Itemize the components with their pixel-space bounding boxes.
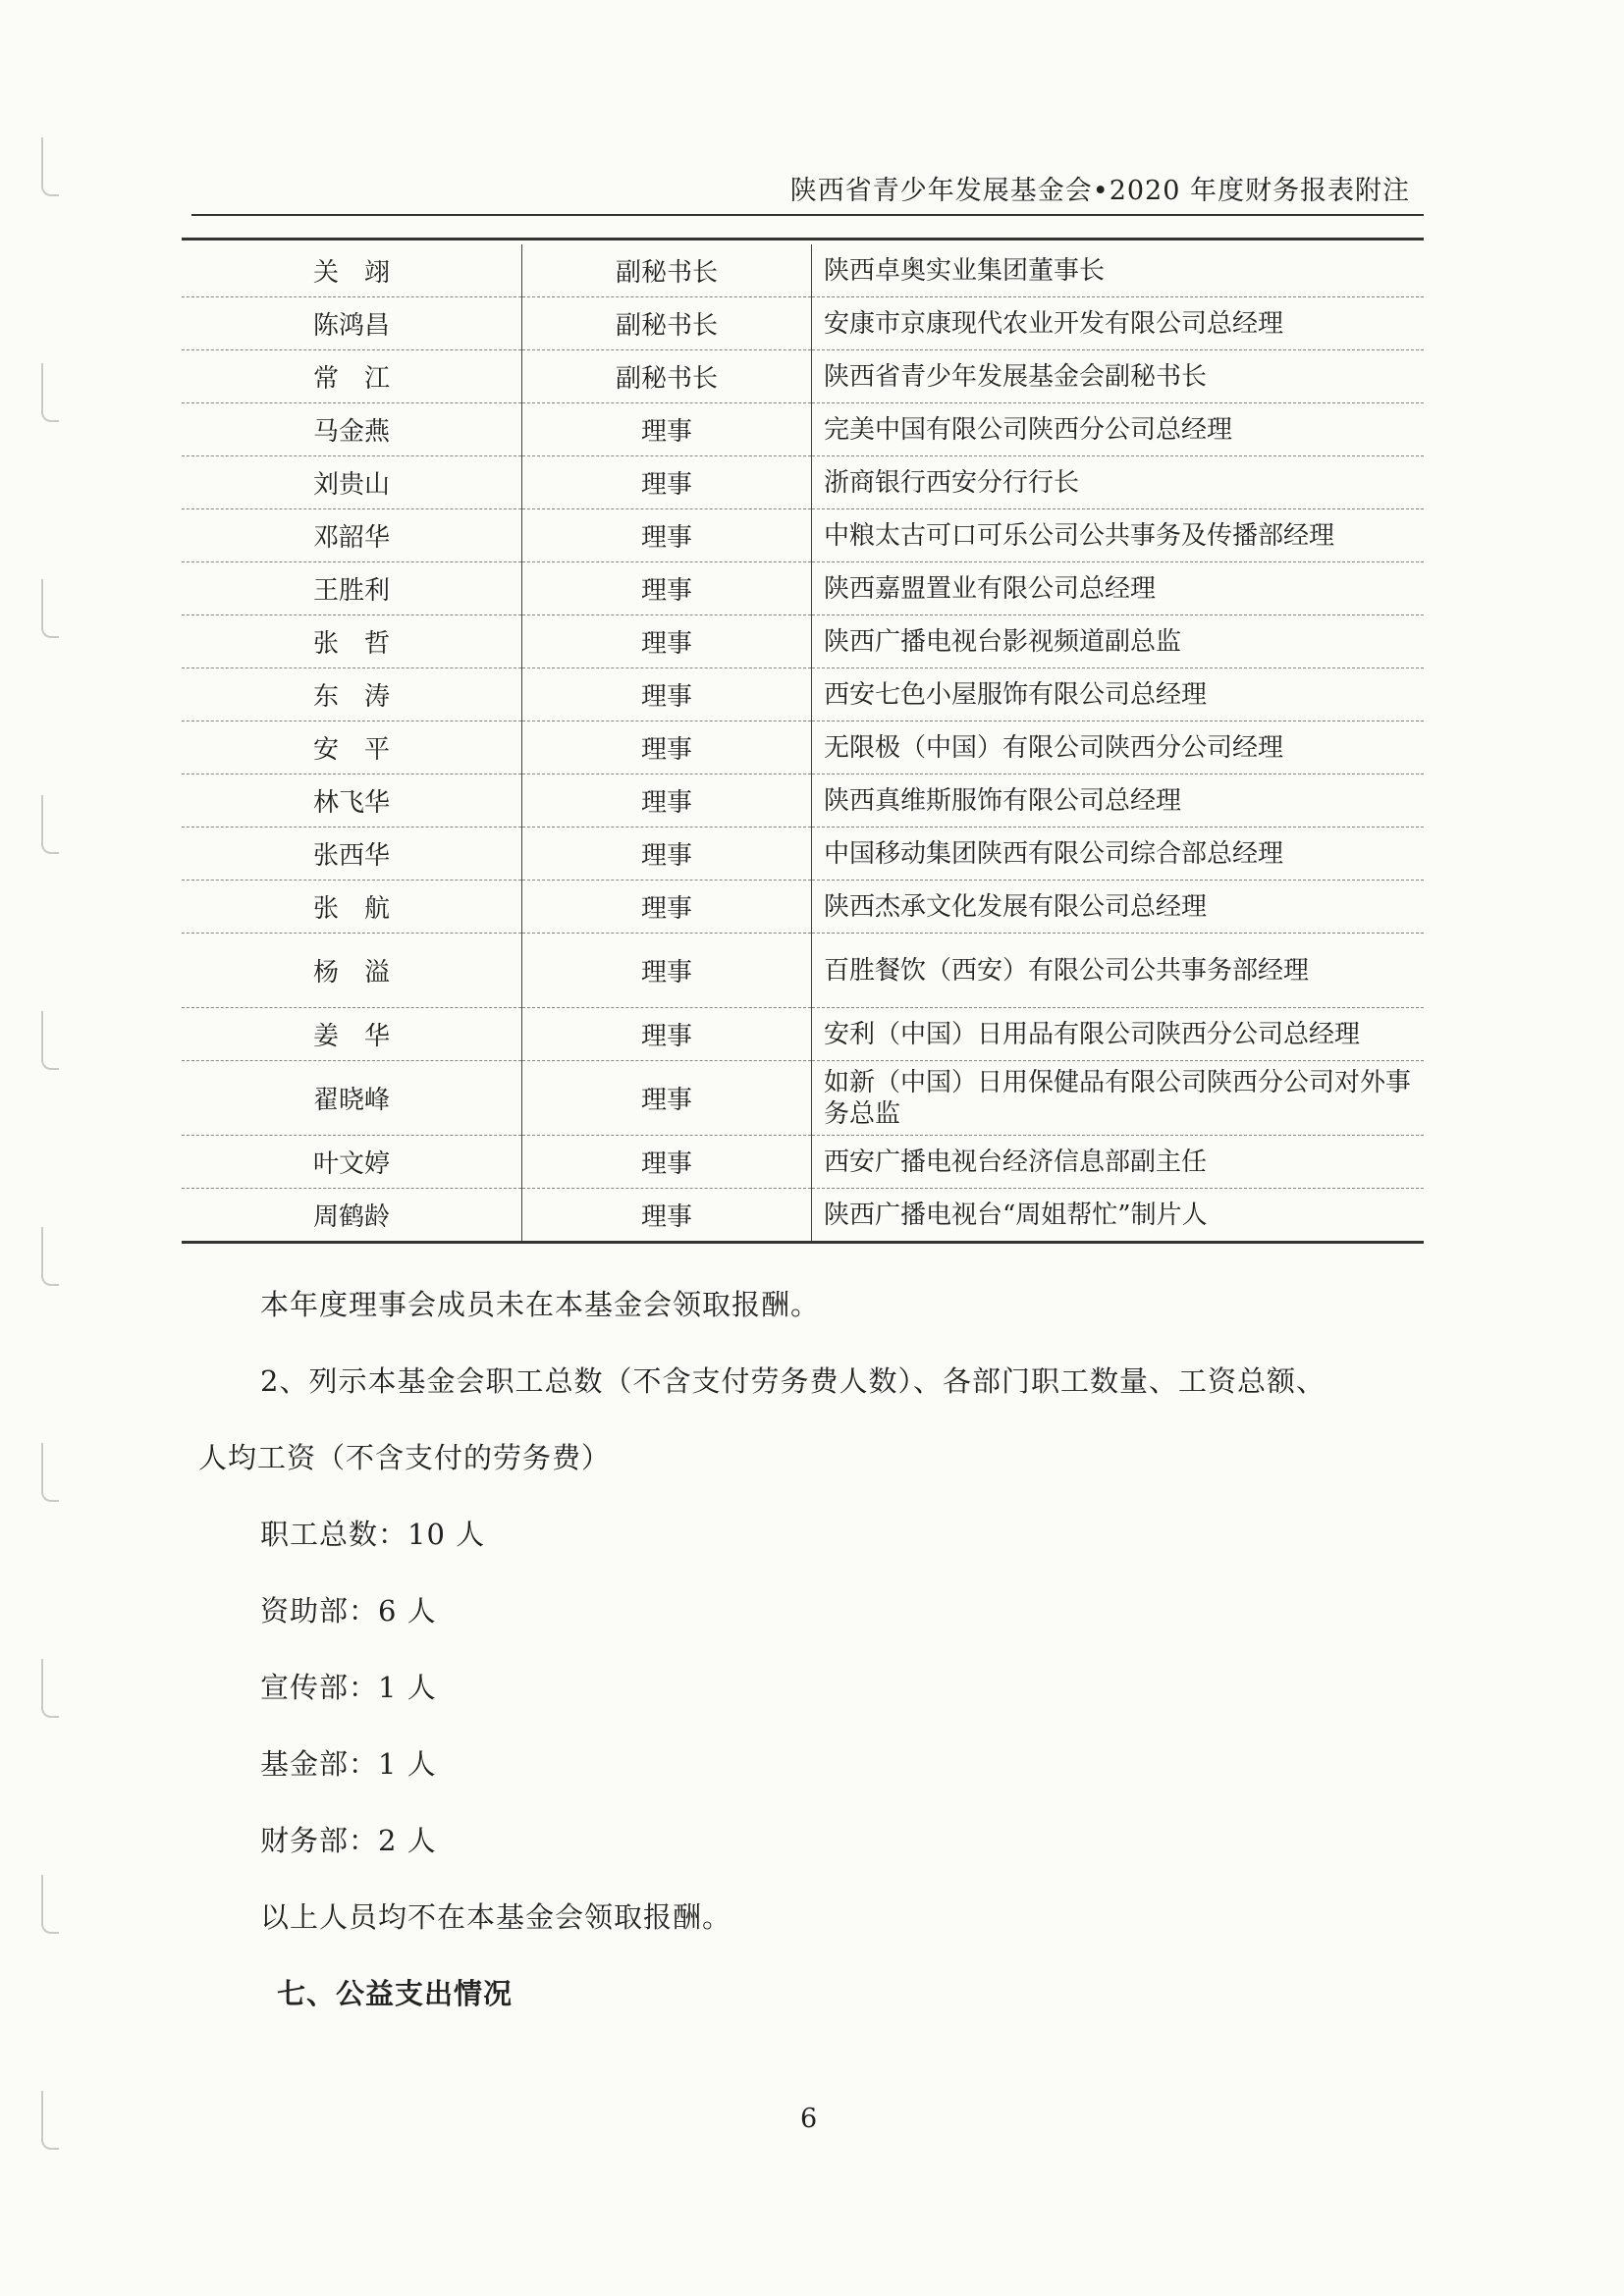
table-row bbox=[182, 615, 1424, 668]
page-header-title: 陕西省青少年发展基金会•2020 年度财务报表附注 bbox=[789, 176, 1410, 206]
table-row bbox=[182, 350, 1424, 403]
member-name: 常 江 bbox=[182, 350, 522, 403]
binder-mark bbox=[41, 1443, 59, 1502]
member-name: 邓韶华 bbox=[182, 509, 522, 562]
binder-mark bbox=[41, 795, 59, 854]
member-organization: 陕西杰承文化发展有限公司总经理 bbox=[812, 881, 1425, 934]
table-row bbox=[182, 509, 1424, 562]
member-organization: 如新（中国）日用保健品有限公司陕西分公司对外事务总监 bbox=[812, 1061, 1425, 1136]
member-organization: 陕西广播电视台“周姐帮忙”制片人 bbox=[812, 1189, 1425, 1243]
table-row bbox=[182, 934, 1424, 1008]
member-role: 理事 bbox=[522, 934, 812, 1008]
binder-mark bbox=[41, 1227, 59, 1286]
member-organization: 陕西卓奥实业集团董事长 bbox=[812, 244, 1425, 297]
member-organization: 无限极（中国）有限公司陕西分公司经理 bbox=[812, 721, 1425, 774]
page-number: 6 bbox=[800, 2104, 818, 2134]
member-organization: 陕西嘉盟置业有限公司总经理 bbox=[812, 562, 1425, 615]
binder-mark bbox=[41, 2091, 59, 2150]
member-name: 翟晓峰 bbox=[182, 1061, 522, 1136]
member-name: 刘贵山 bbox=[182, 456, 522, 509]
table-row bbox=[182, 774, 1424, 828]
member-name: 林飞华 bbox=[182, 774, 522, 828]
dept-finance-count: 财务部：2 人 bbox=[260, 1824, 437, 1857]
binder-mark bbox=[41, 363, 59, 422]
member-name: 姜 华 bbox=[182, 1008, 522, 1061]
table-row bbox=[182, 668, 1424, 721]
member-organization: 西安广播电视台经济信息部副主任 bbox=[812, 1136, 1425, 1189]
table-row bbox=[182, 1189, 1424, 1243]
member-role: 理事 bbox=[522, 562, 812, 615]
dept-fund-count: 基金部：1 人 bbox=[260, 1747, 437, 1781]
member-name: 张 航 bbox=[182, 881, 522, 934]
binder-mark bbox=[41, 1659, 59, 1718]
member-name: 张 哲 bbox=[182, 615, 522, 668]
member-organization: 安利（中国）日用品有限公司陕西分公司总经理 bbox=[812, 1008, 1425, 1061]
member-name: 马金燕 bbox=[182, 403, 522, 456]
member-role: 副秘书长 bbox=[522, 244, 812, 297]
table-row bbox=[182, 1136, 1424, 1189]
board-no-pay-statement: 本年度理事会成员未在本基金会领取报酬。 bbox=[260, 1288, 821, 1321]
item-2-line-2: 人均工资（不含支付的劳务费） bbox=[198, 1441, 612, 1474]
table-row bbox=[182, 244, 1424, 297]
table-row bbox=[182, 297, 1424, 350]
member-name: 安 平 bbox=[182, 721, 522, 774]
dept-publicity-count: 宣传部：1 人 bbox=[260, 1671, 437, 1704]
member-organization: 陕西广播电视台影视频道副总监 bbox=[812, 615, 1425, 668]
table-row bbox=[182, 1061, 1424, 1136]
member-organization: 中国移动集团陕西有限公司综合部总经理 bbox=[812, 828, 1425, 881]
member-name: 关 翊 bbox=[182, 244, 522, 297]
board-members-table bbox=[182, 244, 1424, 1244]
member-role: 理事 bbox=[522, 774, 812, 828]
member-role: 理事 bbox=[522, 1136, 812, 1189]
member-organization: 完美中国有限公司陕西分公司总经理 bbox=[812, 403, 1425, 456]
member-role: 理事 bbox=[522, 1189, 812, 1243]
member-organization: 西安七色小屋服饰有限公司总经理 bbox=[812, 668, 1425, 721]
section-7-heading: 七、公益支出情况 bbox=[277, 1977, 514, 2010]
member-name: 陈鸿昌 bbox=[182, 297, 522, 350]
member-name: 叶文婷 bbox=[182, 1136, 522, 1189]
member-organization: 百胜餐饮（西安）有限公司公共事务部经理 bbox=[812, 934, 1425, 1008]
table-row bbox=[182, 403, 1424, 456]
table-row bbox=[182, 456, 1424, 509]
table-top-rule bbox=[182, 238, 1424, 240]
table-row bbox=[182, 721, 1424, 774]
member-role: 理事 bbox=[522, 456, 812, 509]
staff-no-pay-statement: 以上人员均不在本基金会领取报酬。 bbox=[260, 1900, 732, 1934]
table-row bbox=[182, 828, 1424, 881]
header-rule bbox=[191, 214, 1424, 216]
member-organization: 陕西真维斯服饰有限公司总经理 bbox=[812, 774, 1425, 828]
binder-mark bbox=[41, 579, 59, 638]
member-organization: 陕西省青少年发展基金会副秘书长 bbox=[812, 350, 1425, 403]
table-row bbox=[182, 562, 1424, 615]
member-role: 副秘书长 bbox=[522, 350, 812, 403]
member-role: 理事 bbox=[522, 828, 812, 881]
table-row bbox=[182, 881, 1424, 934]
member-name: 张西华 bbox=[182, 828, 522, 881]
member-role: 副秘书长 bbox=[522, 297, 812, 350]
member-role: 理事 bbox=[522, 881, 812, 934]
binder-mark bbox=[41, 137, 59, 196]
table-row bbox=[182, 1008, 1424, 1061]
member-role: 理事 bbox=[522, 615, 812, 668]
member-role: 理事 bbox=[522, 721, 812, 774]
binder-mark bbox=[41, 1875, 59, 1934]
member-organization: 中粮太古可口可乐公司公共事务及传播部经理 bbox=[812, 509, 1425, 562]
member-role: 理事 bbox=[522, 403, 812, 456]
item-2-line-1: 2、列示本基金会职工总数（不含支付劳务费人数）、各部门职工数量、工资总额、 bbox=[260, 1364, 1326, 1398]
member-role: 理事 bbox=[522, 1061, 812, 1136]
member-role: 理事 bbox=[522, 668, 812, 721]
member-name: 东 涛 bbox=[182, 668, 522, 721]
member-role: 理事 bbox=[522, 1008, 812, 1061]
dept-funding-count: 资助部：6 人 bbox=[260, 1594, 437, 1628]
member-name: 周鹤龄 bbox=[182, 1189, 522, 1243]
member-name: 杨 溢 bbox=[182, 934, 522, 1008]
member-organization: 安康市京康现代农业开发有限公司总经理 bbox=[812, 297, 1425, 350]
member-name: 王胜利 bbox=[182, 562, 522, 615]
total-staff: 职工总数：10 人 bbox=[260, 1518, 486, 1551]
member-role: 理事 bbox=[522, 509, 812, 562]
binder-mark bbox=[41, 1011, 59, 1070]
member-organization: 浙商银行西安分行行长 bbox=[812, 456, 1425, 509]
